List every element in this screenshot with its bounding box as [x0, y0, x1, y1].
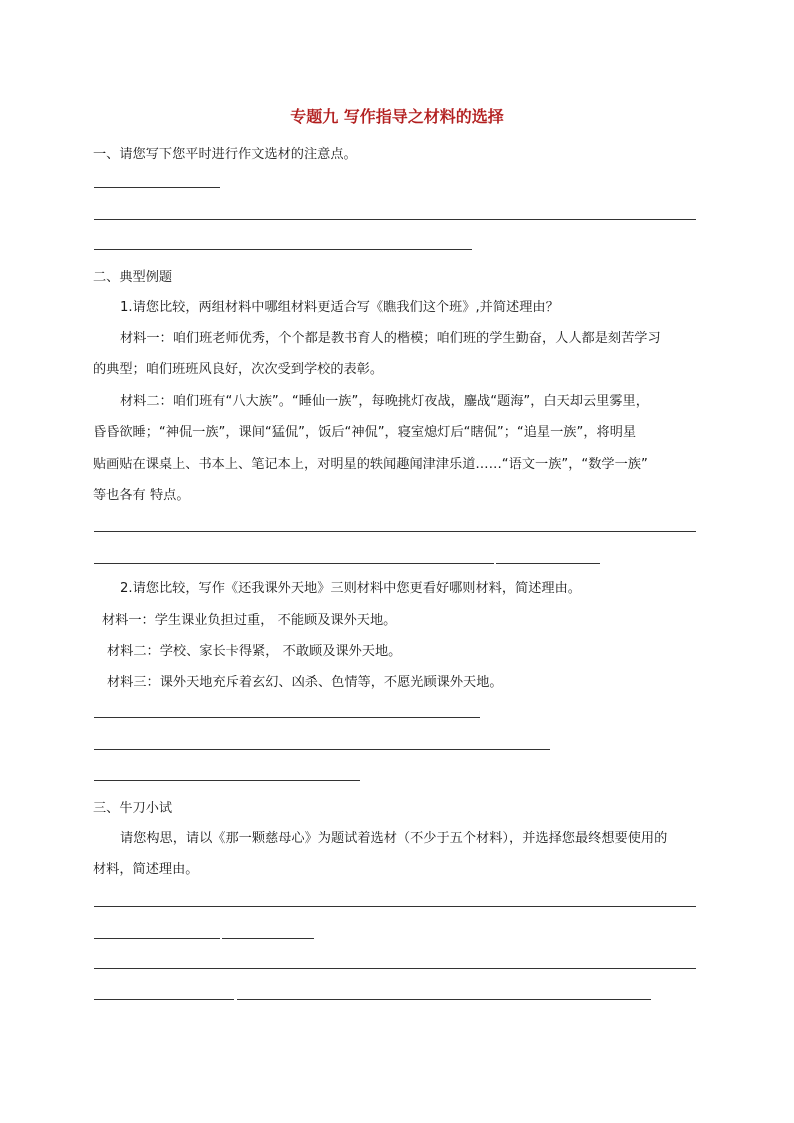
answer-line[interactable]	[94, 780, 360, 781]
q2-question: 2.请您比较，写作《还我课外天地》三则材料中您更看好哪则材料，简述理由。	[120, 581, 581, 596]
q2-material2: 材料二：学校、家长卡得紧， 不敢顾及课外天地。	[107, 644, 402, 659]
answer-line[interactable]	[94, 219, 696, 220]
section3-heading: 三、牛刀小试	[93, 801, 173, 816]
answer-line[interactable]	[94, 187, 220, 188]
answer-line[interactable]	[237, 999, 651, 1000]
q1-material2-line1: 材料二：咱们班有“八大族”。“睡仙一族”，每晚挑灯夜战，鏖战“题海”，白天却云里雾里，	[120, 394, 649, 409]
q2-material1: 材料一：学生课业负担过重， 不能顾及课外天地。	[102, 613, 397, 628]
section2-heading: 二、典型例题	[93, 270, 173, 285]
answer-line[interactable]	[496, 563, 600, 564]
section3-prompt-line1: 请您构思，请以《那一颗慈母心》为题试着选材（不少于五个材料），并选择您最终想要使用的	[120, 831, 668, 846]
answer-line[interactable]	[94, 749, 550, 750]
answer-line[interactable]	[222, 938, 314, 939]
q1-material1-line2: 的典型；咱们班班风良好，次次受到学校的表彰。	[93, 362, 384, 377]
q1-material1-line1: 材料一：咱们班老师优秀，个个都是教书育人的楷模；咱们班的学生勤奋，人人都是刻苦学习	[120, 331, 661, 346]
answer-line[interactable]	[94, 968, 696, 969]
answer-line[interactable]	[94, 717, 480, 718]
page-title: 专题九 写作指导之材料的选择	[290, 107, 504, 126]
answer-line[interactable]	[94, 563, 494, 564]
answer-line[interactable]	[94, 249, 472, 250]
q1-material2-line4: 等也各有 特点。	[93, 488, 190, 503]
answer-line[interactable]	[94, 999, 234, 1000]
answer-line[interactable]	[94, 938, 220, 939]
q2-material3: 材料三：课外天地充斥着玄幻、凶杀、色情等，不愿光顾课外天地。	[107, 675, 503, 690]
answer-line[interactable]	[94, 531, 696, 532]
q1-material2-line3: 贴画贴在课桌上、书本上、笔记本上，对明星的轶闻趣闻津津乐道……“语文一族”，“数学一族”	[93, 457, 648, 472]
q1-question: 1.请您比较，两组材料中哪组材料更适合写《瞧我们这个班》,并简述理由？	[120, 300, 559, 315]
section1-heading: 一、请您写下您平时进行作文选材的注意点。	[93, 147, 357, 162]
section3-prompt-line2: 材料，简述理由。	[93, 862, 199, 877]
q1-material2-line2: 昏昏欲睡；“神侃一族”，课间“猛侃”，饭后“神侃”，寝室熄灯后“瞎侃”；“追星一族”，将明星	[93, 425, 637, 440]
answer-line[interactable]	[94, 906, 696, 907]
